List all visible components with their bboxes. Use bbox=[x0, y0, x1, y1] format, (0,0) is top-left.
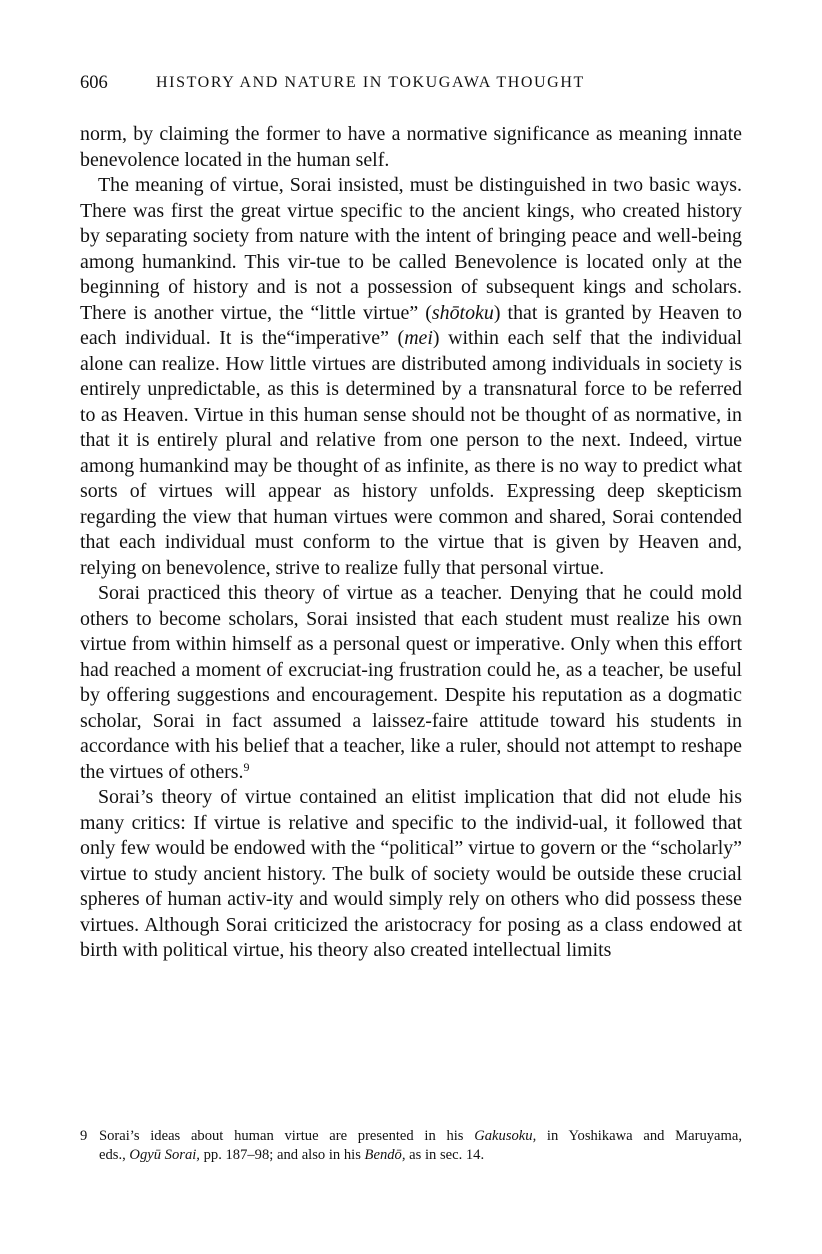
footnote-number: 9 bbox=[80, 1128, 88, 1144]
footnote-text: as in sec. 14. bbox=[405, 1146, 485, 1163]
italic-term-mei: mei bbox=[404, 327, 433, 349]
footnote bbox=[80, 1127, 742, 1164]
paragraph-text: ) within each self that the individual alone can realize. How little virtues are distributed among individuals in society is entirely unpredictable, as this is determined by a transnatural force to be referred to as Heaven. Virtue in this human sense should not be thought of as normative, in that it is entirely plural and relative from one person to the next. Indeed, virtue among humankind may be thought of as infinite, as there is no way to predict what sorts of virtues will appear as history unfolds. Expressing deep skepticism regarding the view that human virtues were common and shared, Sorai contended that each individual must conform to the virtue that is given by Heaven and, relying on benevolence, strive to realize fully that personal virtue. bbox=[80, 327, 742, 579]
paragraph-teacher bbox=[80, 581, 742, 785]
page-header bbox=[80, 73, 742, 97]
footnote-marker[interactable]: 9 bbox=[243, 759, 250, 774]
paragraph-text: The meaning of virtue, Sorai insisted, must be distinguished in two basic ways. There was first the great virtue specific to the ancient kings, who created history by separating society from nature with the intent of bringing peace and well-being among humankind. This vir-tue to be called Benevolence is located only at the beginning of history and is not a possession of subsequent kings and scholars. There is another virtue, the “little virtue” ( bbox=[80, 174, 742, 324]
footnote-line-1 bbox=[80, 1127, 742, 1146]
footnote-text: Sorai’s ideas about human virtue are presented in his bbox=[99, 1128, 475, 1144]
body-text bbox=[80, 122, 742, 964]
paragraph-virtue-meaning bbox=[80, 173, 742, 581]
paragraph-elitist bbox=[80, 785, 742, 964]
paragraph-text: ) that is granted by Heaven to each individual. It is the“imperative” ( bbox=[80, 301, 742, 349]
footnote-line-2 bbox=[80, 1146, 742, 1165]
footnote-text: pp. 187–98; and also in his bbox=[199, 1146, 365, 1163]
page-number: 606 bbox=[80, 73, 108, 93]
footnote-text: eds., bbox=[99, 1146, 130, 1163]
italic-term-shotoku: shōtoku bbox=[431, 301, 494, 324]
italic-title-ogyu-sorai: Ogyū Sorai, bbox=[129, 1146, 200, 1163]
paragraph-text: Sorai practiced this theory of virtue as a teacher. Denying that he could mold others to become scholars, Sorai insisted that each student must realize his own virtue from within himself as a personal quest or imperative. Only when this effort had reached a moment of excruciat-ing frustration could he, as a teacher, be useful by offering suggestions and encouragement. Despite his reputation as a dogmatic scholar, Sorai in fact assumed a laissez-faire attitude toward his students in accordance with his belief that a teacher, like a ruler, should not attempt to reshape the virtues of others. bbox=[80, 582, 742, 783]
paragraph-text: Sorai’s theory of virtue contained an elitist implication that did not elude his many critics: If virtue is relative and specific to the individ-ual, it followed that only few would be endowed with the “political” virtue to govern or the “scholarly” virtue to study ancient history. The bulk of society would be outside these crucial spheres of human activ-ity and would simply rely on others who did possess these virtues. Although Sorai criticized the aristocracy for posing as a class endowed at birth with political virtue, his theory also created intellectual limits bbox=[80, 786, 742, 961]
footnote-text: in Yoshikawa and Maruyama, bbox=[536, 1128, 742, 1144]
italic-title-gakusoku: Gakusoku, bbox=[474, 1128, 537, 1144]
paragraph-text: norm, by claiming the former to have a normative significance as meaning innate benevolence located in the human self. bbox=[80, 123, 742, 171]
running-head: HISTORY AND NATURE IN TOKUGAWA THOUGHT bbox=[156, 74, 585, 91]
paragraph-continued bbox=[80, 122, 742, 173]
italic-title-bendo: Bendō, bbox=[364, 1146, 406, 1163]
